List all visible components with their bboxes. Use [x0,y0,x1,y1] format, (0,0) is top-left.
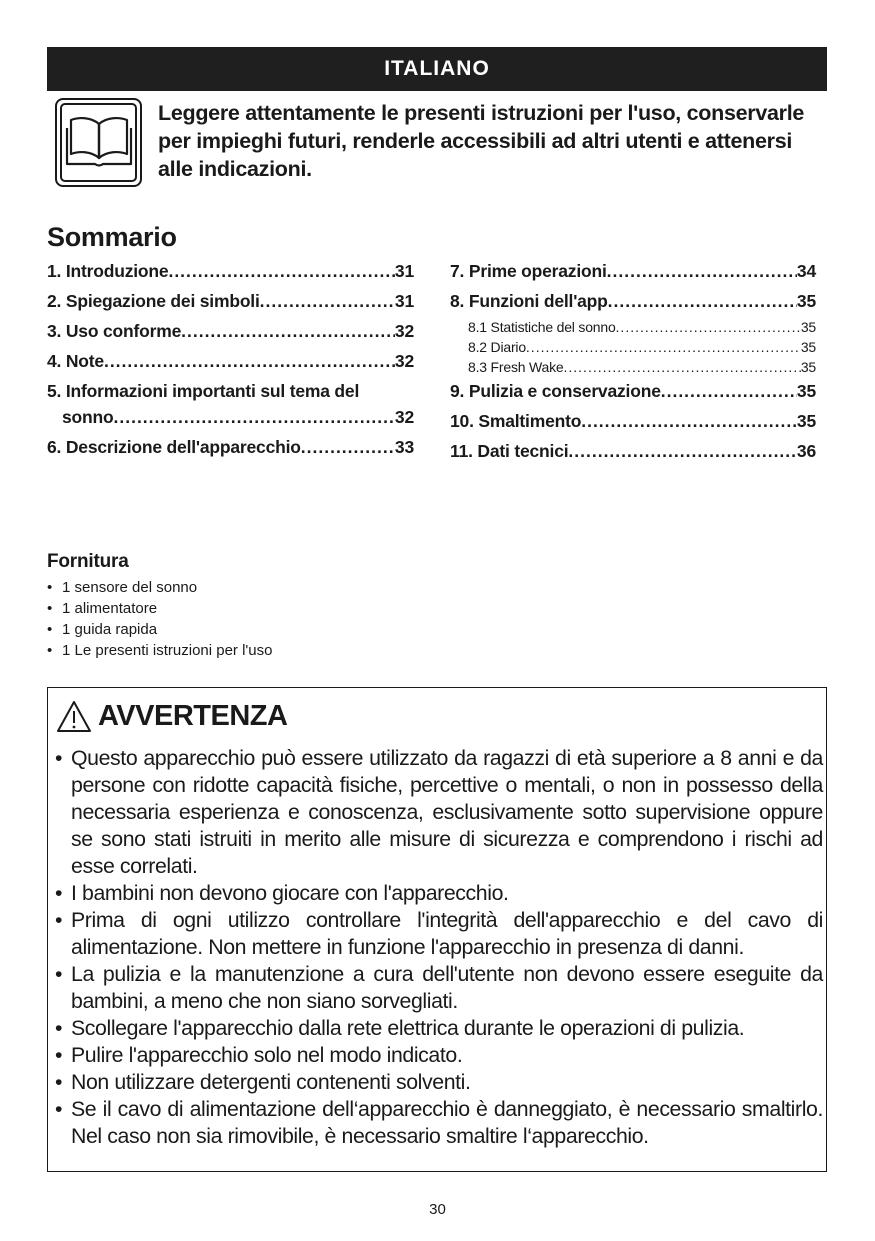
list-item: • I bambini non devono giocare con l'apparecchio. [55,880,823,907]
list-item: • La pulizia e la manutenzione a cura dell'utente non devono essere eseguite da bambini, a meno che non siano sorvegliati. [55,961,823,1015]
toc-right-column [450,259,816,469]
list-item: • Se il cavo di alimentazione dell‘apparecchio è danneggiato, è necessario smaltirlo. Nel caso non sia rimovibile, è necessario smaltire l‘apparecchio. [55,1096,823,1150]
warning-title: AVVERTENZA [98,700,288,732]
toc-entry-pulizia[interactable]: 9. Pulizia e conservazione ..... 35 [450,379,816,409]
list-item: • Questo apparecchio può essere utilizzato da ragazzi di età superiore a 8 anni e da persone con ridotte capacità fisiche, percettive o mentali, o non in possesso della necessaria esperienza e conoscenza, esclusivamente sotto supervisione oppure se sono stati istruiti in merito alle misure di sicurezza e comprendono i rischi ad esse correlati. [55,745,823,880]
summary-title: Sommario [47,222,177,252]
toc-entry-diario[interactable]: 8.2 Diario ..... 35 [450,337,816,357]
list-item: • 1 sensore del sonno [47,577,272,598]
toc-entry-informazioni-sonno[interactable]: 5. Informazioni importanti sul tema del [47,381,360,401]
toc-entry-uso-conforme[interactable]: 3. Uso conforme ..... 32 [47,319,414,349]
list-item: • 1 guida rapida [47,619,272,640]
list-item: • 1 alimentatore [47,598,272,619]
list-item: • 1 Le presenti istruzioni per l'uso [47,640,272,661]
toc-entry-descrizione[interactable]: 6. Descrizione dell'apparecchio ..... 33 [47,435,414,465]
list-item: • Pulire l'apparecchio solo nel modo indicato. [55,1042,823,1069]
list-item: • Non utilizzare detergenti contenenti solventi. [55,1069,823,1096]
toc-entry-simboli[interactable]: 2. Spiegazione dei simboli ..... 31 [47,289,414,319]
toc-entry-fresh-wake[interactable]: 8.3 Fresh Wake ..... 35 [450,357,816,377]
warning-list [55,745,823,1150]
toc-entry-funzioni-app[interactable]: 8. Funzioni dell'app ..... 35 [450,289,816,317]
page-number: 30 [429,1201,446,1218]
supply-list [47,577,272,661]
toc-entry-statistiche[interactable]: 8.1 Statistiche del sonno ..... 35 [450,317,816,337]
toc-entry-note[interactable]: 4. Note ..... 32 [47,349,414,379]
open-book-icon [63,114,135,172]
toc-entry-dati-tecnici[interactable]: 11. Dati tecnici ..... 36 [450,439,816,469]
language-header [47,47,827,91]
list-item: • Scollegare l'apparecchio dalla rete elettrica durante le operazioni di pulizia. [55,1015,823,1042]
warning-triangle-icon [56,700,92,733]
warning-header [56,700,287,733]
toc-left-column [47,259,414,465]
toc-entry-introduzione[interactable]: 1. Introduzione ..... 31 [47,259,414,289]
toc-entry-smaltimento[interactable]: 10. Smaltimento ..... 35 [450,409,816,439]
list-item: • Prima di ogni utilizzo controllare l'integrità dell'apparecchio e del cavo di alimentazione. Non mettere in funzione l'apparecchio in presenza di danni. [55,907,823,961]
language-label: ITALIANO [384,57,490,80]
read-manual-icon [55,98,142,187]
supply-title: Fornitura [47,551,129,572]
intro-instructions: Leggere attentamente le presenti istruzioni per l'uso, conservarle per impieghi futuri, renderle accessibili ad altri utenti e attenersi alle indicazioni. [158,101,805,181]
toc-entry-prime-operazioni[interactable]: 7. Prime operazioni ..... 34 [450,259,816,289]
toc-entry-informazioni-sonno-cont[interactable]: sonno ..... 32 [47,405,414,435]
warning-box [47,687,827,1172]
